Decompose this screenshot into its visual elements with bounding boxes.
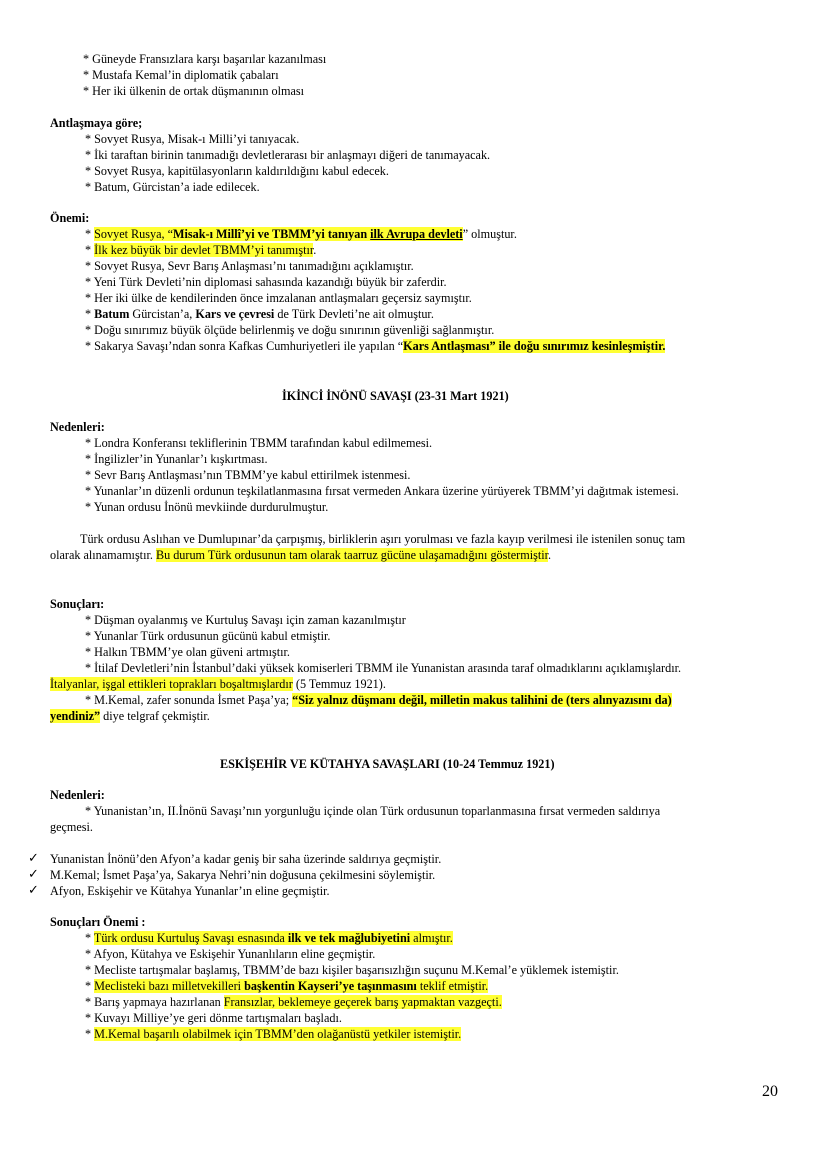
eskisehir-check-item: Yunanistan İnönü’den Afyon’a kadar geniş bir saha üzerinde saldırıya geçmiştir. xyxy=(50,852,442,866)
eskisehir-sonuc-item: * Afyon, Kütahya ve Eskişehir Yunanlıların eline geçmiştir. xyxy=(85,947,376,961)
onemi-item-5: * Her iki ülke de kendilerinden önce imzalanan antlaşmaları geçersiz saymıştır. xyxy=(85,291,472,305)
inonu2-neden-item: * Londra Konferansı tekliflerinin TBMM tarafından kabul edilmemesi. xyxy=(85,436,433,450)
eskisehir-sonuc-item: * Mecliste tartışmalar başlamış, TBMM’de bazı kişiler başarısızlığın suçunu M.Kemal’e yüklemek istemiştir. xyxy=(85,963,619,977)
inonu2-neden-item: * İngilizler’in Yunanlar’ı kışkırtması. xyxy=(85,452,268,466)
antlasma-heading: Antlaşmaya göre; xyxy=(50,116,143,130)
page-number: 20 xyxy=(762,1083,778,1100)
inonu2-neden-item: * Sevr Barış Antlaşması’nın TBMM’ye kabul ettirilmek istenmesi. xyxy=(85,468,411,482)
checkmark-icon: ✓ xyxy=(28,883,39,898)
onemi-item-1: * Sovyet Rusya, “Misak-ı Millî’yi ve TBMM’yi tanıyan ilk Avrupa devleti” olmuştur. xyxy=(85,227,517,241)
intro-item: * Her iki ülkenin de ortak düşmanının olması xyxy=(83,84,305,98)
inonu2-sonuc-item: * İtilaf Devletleri’nin İstanbul’daki yüksek komiserleri TBMM ile Yunanistan arasında taraf olmadıklarını açıklamışlardır. xyxy=(85,661,682,675)
checkmark-icon: ✓ xyxy=(28,867,39,882)
eskisehir-sonuc-item: * Kuvayı Milliye’ye geri dönme tartışmaları başladı. xyxy=(85,1011,342,1025)
eskisehir-neden-item: * Yunanistan’ın, II.İnönü Savaşı’nın yorgunluğu içinde olan Türk ordusunun toparlanmasına fırsat vermeden saldırıya xyxy=(85,804,661,818)
eskisehir-sonuc-item: * Türk ordusu Kurtuluş Savaşı esnasında ilk ve tek mağlubiyetini almıştır. xyxy=(85,931,453,945)
onemi-item-3: * Sovyet Rusya, Sevr Barış Anlaşması’nı tanımadığını açıklamıştır. xyxy=(85,259,414,273)
intro-item: * Güneyde Fransızlara karşı başarılar kazanılması xyxy=(83,52,327,66)
inonu2-paragraph-line: Türk ordusu Aslıhan ve Dumlupınar’da çarpışmış, birliklerin aşırı yorulması ve fazla kayıp verilmesi ile istenilen sonuç tam xyxy=(80,532,686,546)
inonu2-neden-item: * Yunanlar’ın düzenli ordunun teşkilatlanmasına fırsat vermeden Ankara üzerine yürüyerek TBMM’yi dağıtmak istemesi. xyxy=(85,484,679,498)
onemi-item-7: * Doğu sınırımız büyük ölçüde belirlenmiş ve doğu sınırının güvenliği sağlanmıştır. xyxy=(85,323,495,337)
antlasma-item: * Sovyet Rusya, kapitülasyonların kaldırıldığını kabul edecek. xyxy=(85,164,389,178)
antlasma-item: * Batum, Gürcistan’a iade edilecek. xyxy=(85,180,260,194)
onemi-item-4: * Yeni Türk Devleti’nin diplomasi sahasında kazandığı büyük bir zaferdir. xyxy=(85,275,447,289)
inonu2-paragraph-line: olarak alınamamıştır. Bu durum Türk ordusunun tam olarak taarruz gücüne ulaşamadığını göstermiştir. xyxy=(50,548,552,562)
eskisehir-check-item: Afyon, Eskişehir ve Kütahya Yunanlar’ın eline geçmiştir. xyxy=(50,884,330,898)
inonu2-sonuclari-heading: Sonuçları: xyxy=(50,597,105,611)
eskisehir-nedenleri-heading: Nedenleri: xyxy=(50,788,105,802)
eskisehir-sonuc-heading: Sonuçları Önemi : xyxy=(50,915,146,929)
onemi-item-2: * İlk kez büyük bir devlet TBMM’yi tanımıştır. xyxy=(85,243,317,257)
inonu2-sonuc-item: * Düşman oyalanmış ve Kurtuluş Savaşı için zaman kazanılmıştır xyxy=(85,613,406,627)
inonu2-neden-item: * Yunan ordusu İnönü mevkiinde durdurulmuştur. xyxy=(85,500,329,514)
eskisehir-title: ESKİŞEHİR VE KÜTAHYA SAVAŞLARI (10-24 Temmuz 1921) xyxy=(220,757,555,771)
intro-item: * Mustafa Kemal’in diplomatik çabaları xyxy=(83,68,279,82)
eskisehir-check-item: M.Kemal; İsmet Paşa’ya, Sakarya Nehri’nin doğusuna çekilmesini söylemiştir. xyxy=(50,868,436,882)
eskisehir-neden-item-cont: geçmesi. xyxy=(50,820,93,834)
checkmark-icon: ✓ xyxy=(28,851,39,866)
inonu2-sonuc-item: * Yunanlar Türk ordusunun gücünü kabul etmiştir. xyxy=(85,629,331,643)
inonu2-nedenleri-heading: Nedenleri: xyxy=(50,420,105,434)
onemi-item-6: * Batum Gürcistan’a, Kars ve çevresi de Türk Devleti’ne ait olmuştur. xyxy=(85,307,434,321)
inonu2-sonuc-item-cont: yendiniz” diye telgraf çekmiştir. xyxy=(50,709,210,723)
antlasma-item: * İki taraftan birinin tanımadığı devletlerarası bir anlaşmayı diğeri de tanımayacak. xyxy=(85,148,491,162)
inonu2-sonuc-item-cont: İtalyanlar, işgal ettikleri toprakları boşaltmışlardır (5 Temmuz 1921). xyxy=(50,677,386,691)
eskisehir-sonuc-item: * Barış yapmaya hazırlanan Fransızlar, beklemeye geçerek barış yapmaktan vazgeçti. xyxy=(85,995,502,1009)
onemi-item-8: * Sakarya Savaşı’ndan sonra Kafkas Cumhuriyetleri ile yapılan “Kars Antlaşması” ile doğu sınırımız kesinleşmiştir. xyxy=(85,339,666,353)
eskisehir-sonuc-item: * Meclisteki bazı milletvekilleri başkentin Kayseri’ye taşınmasını teklif etmiştir. xyxy=(85,979,489,993)
eskisehir-sonuc-item: * M.Kemal başarılı olabilmek için TBMM’den olağanüstü yetkiler istemiştir. xyxy=(85,1027,462,1041)
antlasma-item: * Sovyet Rusya, Misak-ı Milli’yi tanıyacak. xyxy=(85,132,300,146)
onemi-heading: Önemi: xyxy=(50,211,90,225)
inonu2-title: İKİNCİ İNÖNÜ SAVAŞI (23-31 Mart 1921) xyxy=(282,389,509,403)
inonu2-sonuc-item: * M.Kemal, zafer sonunda İsmet Paşa’ya; “Siz yalnız düşmanı değil, milletin makus talihini de (ters alınyazısını da) xyxy=(85,693,672,707)
inonu2-sonuc-item: * Halkın TBMM’ye olan güveni artmıştır. xyxy=(85,645,290,659)
